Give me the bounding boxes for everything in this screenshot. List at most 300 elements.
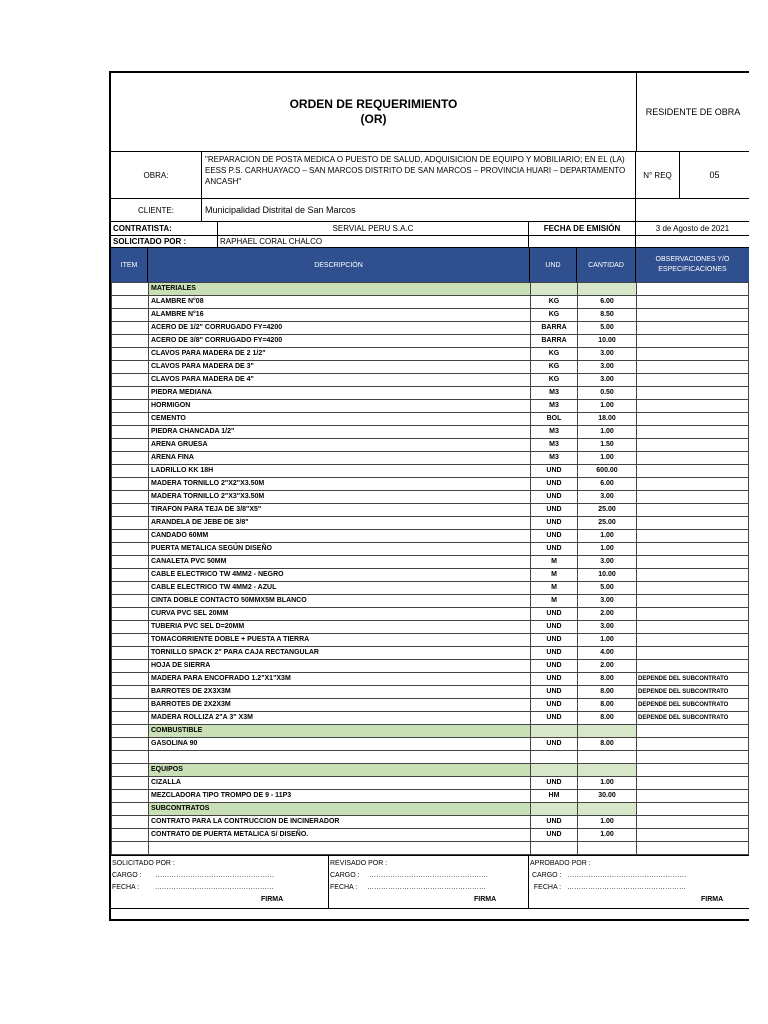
description-cell: PIEDRA CHANCADA 1/2" <box>149 426 531 439</box>
quantity-cell: 25.00 <box>578 504 637 517</box>
item-cell <box>112 816 149 829</box>
observation-cell: DEPENDE DEL SUBCONTRATO <box>637 686 749 699</box>
table-row <box>112 374 749 387</box>
table-row <box>112 478 749 491</box>
table-row <box>112 517 749 530</box>
description-cell: TIRAFON PARA TEJA DE 3/8"X5" <box>149 504 531 517</box>
fecha-line: …………………………………………… <box>366 884 486 891</box>
item-cell <box>112 374 149 387</box>
quantity-cell: 3.00 <box>578 621 637 634</box>
observation-cell <box>637 309 749 322</box>
quantity-cell: 600.00 <box>578 465 637 478</box>
unit-cell: UND <box>531 738 578 751</box>
item-cell <box>112 413 149 426</box>
quantity-cell: 8.00 <box>578 673 637 686</box>
description-cell: CEMENTO <box>149 413 531 426</box>
req-label: N° REQ <box>636 152 680 198</box>
item-cell <box>112 465 149 478</box>
description-cell: HOJA DE SIERRA <box>149 660 531 673</box>
description-cell: CLAVOS PARA MADERA DE 3" <box>149 361 531 374</box>
quantity-cell: 8.00 <box>578 738 637 751</box>
unit-cell: HM <box>531 790 578 803</box>
quantity-cell: 1.00 <box>578 543 637 556</box>
quantity-cell: 1.00 <box>578 426 637 439</box>
table-row <box>112 660 749 673</box>
description-cell: CIZALLA <box>149 777 531 790</box>
description-cell: ALAMBRE N°08 <box>149 296 531 309</box>
unit-cell: M3 <box>531 387 578 400</box>
sig-revisado-cargo <box>330 870 527 882</box>
item-cell <box>112 608 149 621</box>
cargo-label: CARGO : <box>531 872 562 879</box>
description-cell: CANDADO 60MM <box>149 530 531 543</box>
table-row <box>112 842 749 855</box>
unit-cell: UND <box>531 517 578 530</box>
unit-cell: UND <box>531 686 578 699</box>
table-row <box>112 322 749 335</box>
solicitado-value: RAPHAEL CORAL CHALCO <box>218 236 529 247</box>
item-cell <box>112 439 149 452</box>
item-cell <box>112 283 149 296</box>
quantity-cell <box>578 764 637 777</box>
item-cell <box>112 322 149 335</box>
description-cell: SUBCONTRATOS <box>149 803 531 816</box>
observation-cell <box>637 361 749 374</box>
quantity-cell: 5.00 <box>578 322 637 335</box>
sig-solicitado <box>111 856 329 908</box>
unit-cell: UND <box>531 478 578 491</box>
unit-cell: KG <box>531 361 578 374</box>
category-row <box>112 764 749 777</box>
table-row <box>112 439 749 452</box>
observation-cell <box>637 478 749 491</box>
table-row <box>112 608 749 621</box>
description-cell: ARENA FINA <box>149 452 531 465</box>
description-cell: CLAVOS PARA MADERA DE 2 1/2" <box>149 348 531 361</box>
item-cell <box>112 400 149 413</box>
quantity-cell <box>578 283 637 296</box>
obra-row <box>111 152 749 199</box>
contratista-label: CONTRATISTA: <box>111 222 218 235</box>
description-cell: CANALETA PVC 50MM <box>149 556 531 569</box>
obra-label: OBRA: <box>111 152 202 198</box>
item-cell <box>112 296 149 309</box>
table-row <box>112 582 749 595</box>
item-cell <box>112 309 149 322</box>
sig-revisado-title: REVISADO POR : <box>330 860 388 867</box>
cargo-line: …………………………………………… <box>155 872 275 879</box>
sig-aprobado-cargo <box>530 870 748 882</box>
description-cell: TUBERIA PVC SEL D=20MM <box>149 621 531 634</box>
description-cell: ALAMBRE N°16 <box>149 309 531 322</box>
description-cell: MADERA TORNILLO 2"X2"X3.50M <box>149 478 531 491</box>
table-row <box>112 426 749 439</box>
doc-subtitle: (OR) <box>360 112 387 126</box>
description-cell: MADERA ROLLIZA 2"A 3" X3M <box>149 712 531 725</box>
description-cell: CONTRATO DE PUERTA METALICA S/ DISEÑO. <box>149 829 531 842</box>
unit-cell: BARRA <box>531 322 578 335</box>
observation-cell <box>637 595 749 608</box>
description-cell: PUERTA METALICA SEGÚN DISEÑO <box>149 543 531 556</box>
observation-cell <box>637 517 749 530</box>
observation-cell <box>637 556 749 569</box>
observation-cell <box>637 764 749 777</box>
unit-cell: UND <box>531 699 578 712</box>
quantity-cell: 1.00 <box>578 829 637 842</box>
unit-cell <box>531 283 578 296</box>
quantity-cell: 18.00 <box>578 413 637 426</box>
fecha-line: …………………………………………… <box>566 884 686 891</box>
table-row <box>112 647 749 660</box>
col-und: UND <box>530 248 577 282</box>
observation-cell <box>637 608 749 621</box>
observation-cell <box>637 803 749 816</box>
item-cell <box>112 335 149 348</box>
observation-cell <box>637 816 749 829</box>
table-row <box>112 387 749 400</box>
table-row <box>112 309 749 322</box>
quantity-cell: 1.00 <box>578 816 637 829</box>
item-cell <box>112 842 149 855</box>
item-cell <box>112 569 149 582</box>
table-row <box>112 530 749 543</box>
unit-cell: KG <box>531 309 578 322</box>
observation-cell <box>637 842 749 855</box>
solicitado-spacer-2 <box>636 236 749 247</box>
item-cell <box>112 751 149 764</box>
sig-aprobado-title: APROBADO POR : <box>530 860 591 867</box>
category-row <box>112 725 749 738</box>
item-cell <box>112 426 149 439</box>
item-cell <box>112 504 149 517</box>
unit-cell <box>531 751 578 764</box>
table-row <box>112 712 749 725</box>
quantity-cell: 1.00 <box>578 634 637 647</box>
table-row <box>112 491 749 504</box>
table-row <box>112 738 749 751</box>
description-cell: CINTA DOBLE CONTACTO 50MMX5M BLANCO <box>149 595 531 608</box>
quantity-cell: 3.00 <box>578 374 637 387</box>
table-row <box>112 686 749 699</box>
item-cell <box>112 491 149 504</box>
description-cell: ACERO DE 1/2" CORRUGADO FY=4200 <box>149 322 531 335</box>
unit-cell: UND <box>531 634 578 647</box>
item-cell <box>112 556 149 569</box>
quantity-cell <box>578 725 637 738</box>
items-table <box>111 282 749 855</box>
item-cell <box>112 634 149 647</box>
unit-cell: M3 <box>531 426 578 439</box>
table-row <box>112 751 749 764</box>
unit-cell: UND <box>531 829 578 842</box>
observation-cell <box>637 751 749 764</box>
table-row <box>112 790 749 803</box>
observation-cell <box>637 283 749 296</box>
sig-solicitado-cargo <box>112 870 327 882</box>
description-cell: COMBUSTIBLE <box>149 725 531 738</box>
unit-cell: UND <box>531 673 578 686</box>
quantity-cell: 10.00 <box>578 569 637 582</box>
table-row <box>112 335 749 348</box>
quantity-cell: 3.00 <box>578 361 637 374</box>
observation-cell <box>637 491 749 504</box>
sig-aprobado-fecha <box>530 882 748 894</box>
description-cell: ACERO DE 3/8" CORRUGADO FY=4200 <box>149 335 531 348</box>
quantity-cell: 8.00 <box>578 699 637 712</box>
observation-cell <box>637 439 749 452</box>
observation-cell <box>637 530 749 543</box>
cargo-label: CARGO : <box>330 872 360 879</box>
quantity-cell: 8.50 <box>578 309 637 322</box>
description-cell: EQUIPOS <box>149 764 531 777</box>
contratista-row <box>111 222 749 236</box>
fecha-value: 3 de Agosto de 2021 <box>655 224 730 233</box>
col-item: ITEM <box>111 248 148 282</box>
cliente-label: CLIENTE: <box>111 199 202 221</box>
unit-cell: KG <box>531 374 578 387</box>
item-cell <box>112 660 149 673</box>
table-row <box>112 777 749 790</box>
solicitado-row <box>111 236 749 248</box>
cliente-spacer <box>636 199 749 221</box>
item-cell <box>112 621 149 634</box>
table-row <box>112 816 749 829</box>
description-cell: TOMACORRIENTE DOBLE + PUESTA A TIERRA <box>149 634 531 647</box>
item-cell <box>112 452 149 465</box>
contratista-value: SERVIAL PERU S.A.C <box>218 222 529 235</box>
description-cell: CONTRATO PARA LA CONTRUCCION DE INCINERADOR <box>149 816 531 829</box>
unit-cell: KG <box>531 296 578 309</box>
observation-cell <box>637 322 749 335</box>
item-cell <box>112 699 149 712</box>
observation-cell <box>637 738 749 751</box>
sig-revisado-fecha <box>330 882 527 894</box>
observation-cell <box>637 400 749 413</box>
description-cell: MADERA PARA ENCOFRADO 1.2"X1"X3M <box>149 673 531 686</box>
unit-cell: M <box>531 569 578 582</box>
observation-cell <box>637 621 749 634</box>
unit-cell: BOL <box>531 413 578 426</box>
quantity-cell <box>578 751 637 764</box>
items-body <box>112 283 749 855</box>
unit-cell: M3 <box>531 452 578 465</box>
description-cell: CURVA PVC SEL 20MM <box>149 608 531 621</box>
description-cell: BARROTES DE 2X2X3M <box>149 699 531 712</box>
observation-cell <box>637 790 749 803</box>
item-cell <box>112 686 149 699</box>
header <box>111 73 749 152</box>
item-cell <box>112 530 149 543</box>
unit-cell: M <box>531 556 578 569</box>
description-cell: MEZCLADORA TIPO TROMPO DE 9 - 11P3 <box>149 790 531 803</box>
table-row <box>112 413 749 426</box>
quantity-cell: 30.00 <box>578 790 637 803</box>
unit-cell: KG <box>531 348 578 361</box>
table-row <box>112 400 749 413</box>
unit-cell: UND <box>531 504 578 517</box>
table-row <box>112 569 749 582</box>
item-cell <box>112 764 149 777</box>
req-value: 05 <box>709 170 720 180</box>
observation-cell: DEPENDE DEL SUBCONTRATO <box>637 673 749 686</box>
col-cantidad: CANTIDAD <box>577 248 636 282</box>
table-row <box>112 634 749 647</box>
table-row <box>112 621 749 634</box>
quantity-cell: 1.00 <box>578 530 637 543</box>
sheet-footer-row <box>111 908 749 919</box>
unit-cell: M <box>531 582 578 595</box>
item-cell <box>112 647 149 660</box>
category-row <box>112 803 749 816</box>
description-cell: ARANDELA DE JEBE DE 3/8" <box>149 517 531 530</box>
description-cell <box>149 842 531 855</box>
observation-cell <box>637 387 749 400</box>
observation-cell: DEPENDE DEL SUBCONTRATO <box>637 712 749 725</box>
observation-cell <box>637 348 749 361</box>
unit-cell: UND <box>531 491 578 504</box>
fecha-line: …………………………………………… <box>154 884 274 891</box>
quantity-cell: 3.00 <box>578 491 637 504</box>
item-cell <box>112 478 149 491</box>
table-row <box>112 504 749 517</box>
unit-cell <box>531 803 578 816</box>
fecha-label: FECHA : <box>533 884 562 891</box>
cliente-row <box>111 199 749 222</box>
quantity-cell: 25.00 <box>578 517 637 530</box>
quantity-cell: 8.00 <box>578 712 637 725</box>
unit-cell: UND <box>531 530 578 543</box>
item-cell <box>112 738 149 751</box>
quantity-cell: 1.50 <box>578 439 637 452</box>
observation-cell <box>637 543 749 556</box>
table-row <box>112 296 749 309</box>
quantity-cell <box>578 803 637 816</box>
cargo-line: …………………………………………… <box>567 872 687 879</box>
table-row <box>112 361 749 374</box>
quantity-cell: 5.00 <box>578 582 637 595</box>
observation-cell <box>637 582 749 595</box>
item-cell <box>112 790 149 803</box>
observation-cell <box>637 777 749 790</box>
cargo-label: CARGO : <box>112 872 142 879</box>
description-cell: ARENA GRUESA <box>149 439 531 452</box>
firma-label: FIRMA <box>261 896 284 903</box>
observation-cell <box>637 296 749 309</box>
description-cell: GASOLINA 90 <box>149 738 531 751</box>
quantity-cell: 3.00 <box>578 595 637 608</box>
observation-cell <box>637 374 749 387</box>
unit-cell: UND <box>531 816 578 829</box>
item-cell <box>112 829 149 842</box>
col-descripcion: DESCRIPCIÓN <box>148 248 530 282</box>
description-cell: CABLE ELECTRICO TW 4MM2 - NEGRO <box>149 569 531 582</box>
quantity-cell: 2.00 <box>578 608 637 621</box>
description-cell: PIEDRA MEDIANA <box>149 387 531 400</box>
table-row <box>112 348 749 361</box>
table-row <box>112 543 749 556</box>
observation-cell <box>637 634 749 647</box>
unit-cell: UND <box>531 621 578 634</box>
description-cell: MADERA TORNILLO 2"X3"X3.50M <box>149 491 531 504</box>
quantity-cell: 3.00 <box>578 348 637 361</box>
description-cell: CLAVOS PARA MADERA DE 4" <box>149 374 531 387</box>
quantity-cell: 0.50 <box>578 387 637 400</box>
sig-solicitado-title: SOLICITADO POR : <box>112 860 175 867</box>
description-cell: MATERIALES <box>149 283 531 296</box>
table-header <box>111 248 749 282</box>
doc-title: ORDEN DE REQUERIMIENTO <box>289 97 458 111</box>
fecha-label: FECHA : <box>330 884 358 891</box>
unit-cell: M <box>531 595 578 608</box>
observation-cell <box>637 647 749 660</box>
observation-cell <box>637 504 749 517</box>
item-cell <box>112 361 149 374</box>
sig-solicitado-fecha <box>112 882 327 894</box>
table-row <box>112 465 749 478</box>
title-block <box>111 73 637 151</box>
resident-label: RESIDENTE DE OBRA <box>636 73 749 151</box>
observation-cell <box>637 413 749 426</box>
firma-label: FIRMA <box>474 896 497 903</box>
solicitado-spacer-1 <box>529 236 636 247</box>
description-cell: BARROTES DE 2X3X3M <box>149 686 531 699</box>
quantity-cell: 1.00 <box>578 452 637 465</box>
description-cell: LADRILLO KK 18H <box>149 465 531 478</box>
item-cell <box>112 348 149 361</box>
observation-cell <box>637 660 749 673</box>
table-row <box>112 556 749 569</box>
description-cell <box>149 751 531 764</box>
table-row <box>112 699 749 712</box>
observation-cell: DEPENDE DEL SUBCONTRATO <box>637 699 749 712</box>
unit-cell: UND <box>531 465 578 478</box>
observation-cell <box>637 426 749 439</box>
unit-cell: UND <box>531 660 578 673</box>
unit-cell: M3 <box>531 439 578 452</box>
unit-cell: UND <box>531 777 578 790</box>
item-cell <box>112 725 149 738</box>
quantity-cell: 4.00 <box>578 647 637 660</box>
category-row <box>112 283 749 296</box>
observation-cell <box>637 725 749 738</box>
description-cell: TORNILLO SPACK 2" PARA CAJA RECTANGULAR <box>149 647 531 660</box>
requirement-order-sheet <box>109 71 749 921</box>
quantity-cell: 10.00 <box>578 335 637 348</box>
fecha-label: FECHA : <box>112 884 140 891</box>
sig-aprobado <box>529 856 749 908</box>
quantity-cell: 6.00 <box>578 478 637 491</box>
col-observaciones: OBSERVACIONES Y/O ESPECIFICACIONES <box>655 256 730 273</box>
unit-cell: UND <box>531 712 578 725</box>
observation-cell <box>637 335 749 348</box>
item-cell <box>112 777 149 790</box>
unit-cell: UND <box>531 543 578 556</box>
observation-cell <box>637 569 749 582</box>
unit-cell: M3 <box>531 400 578 413</box>
observation-cell <box>637 465 749 478</box>
obra-value: "REPARACION DE POSTA MEDICA O PUESTO DE SALUD, ADQUISICION DE EQUIPO Y MOBILIARIO; EN EL (LA) EESS P.S. CARHUAYACO – SAN MARCOS DISTRITO DE SAN MARCOS – PROVINCIA HUARI – DEPARTAMENTO ANCASH" <box>202 152 636 198</box>
signature-block <box>111 855 749 908</box>
quantity-cell: 6.00 <box>578 296 637 309</box>
unit-cell <box>531 842 578 855</box>
observation-cell <box>637 829 749 842</box>
table-row <box>112 829 749 842</box>
table-row <box>112 673 749 686</box>
cliente-value: Municipalidad Distrital de San Marcos <box>202 199 636 221</box>
unit-cell: UND <box>531 647 578 660</box>
item-cell <box>112 595 149 608</box>
sig-revisado <box>329 856 529 908</box>
